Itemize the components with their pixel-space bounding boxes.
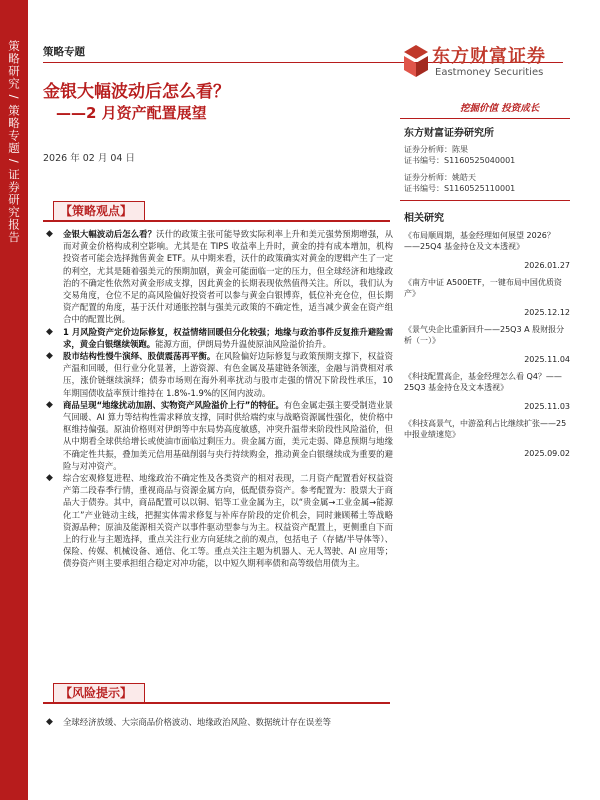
- related-title[interactable]: 《科技高景气，中游盈利占比继续扩张——25 中报业绩速览》: [404, 419, 567, 439]
- brand-name-cn: 东方财富证券: [432, 46, 546, 67]
- analyst-name: 证券分析师：陈果: [404, 145, 468, 154]
- related-title[interactable]: 《科技配置高企，基金经理怎么看 Q4？——25Q3 基金持仓及文本透视》: [404, 372, 562, 392]
- bullet-lead: 1 月风险资产定价边际修复，权益情绪回暖但分化较强；地缘与政治事件反复推升避险需求，黄金白银继续领跑。: [63, 326, 393, 349]
- bullet-icon: ◆: [46, 326, 53, 337]
- analyst-cert: 证书编号：S1160525040001: [404, 156, 516, 165]
- strategy-list: [43, 228, 393, 570]
- bullet-text: 沃什的政策主张可能导致实际利率上升和美元强势预期增强，从而对黄金价格构成利空影响。尤其是在 TIPS 收益率上升时，黄金的持有成本增加，机构投资者可能会选择抛售黄金 ETF。从中期来看，沃什的政策确实对黄金的逻辑产生了一定的利空，尤其是随着强美元的预期加剧，黄金可能面临一定的压力，但全球经济和地缘政治的不确定性依然对黄金形成支撑，因此黄金的长期表现依然值得关注。所以，我们认为交易角度，仓位不足的高风险偏好投资者可以参与黄金白银博弈，低位补充仓位，但长期资产配置的角度，基于沃什对通胀控制与强美元政策的不确定性，适当减少黄金在资产组合中的配置比例。: [63, 229, 394, 325]
- bullet-icon: ◆: [46, 717, 53, 727]
- bullet-text: 综合宏观修复进程、地缘政治不确定性及各类资产的相对表现，二月资产配置看好权益资产第二段春季行情，重视商品与资源金属方向，低配债券资产。参考配置为：股票大于商品大于债券。其中，商品配置可以以铜、铝等工业金属为主，以“贵金属→工业金属→能源化工”产业链动主线，把握实体需求修复与补库存阶段的定价机会，同时兼顾稀土等战略资源品种；原油及能源相关资产以事件驱动型参与为主。权益资产配置上，更侧重自下而上的行业与主题选择，重点关注行业方向延续之前的观点，包括电子（存储/半导体等）、保险、传媒、机械设备、通信、化工等。重点关注主题为机器人、无人驾驶、AI 应用等；债券资产则主要承担组合稳定对冲功能，以中短久期利率债和高等级信用债为主。: [63, 473, 393, 569]
- info-divider-mid: [400, 200, 570, 201]
- related-date: 2025.09.02: [524, 449, 570, 458]
- related-heading: 相关研究: [404, 213, 444, 224]
- related-title[interactable]: 《南方中证 A500ETF，一键布局中国优质资产》: [404, 278, 562, 298]
- brand-logo: [402, 42, 567, 90]
- list-item: [43, 472, 393, 570]
- report-subtitle: ——2 月资产配置展望: [56, 104, 207, 122]
- institute-heading: 东方财富证券研究所: [404, 128, 494, 139]
- report-title: 金银大幅波动后怎么看？: [43, 82, 230, 102]
- bullet-icon: ◆: [46, 473, 53, 484]
- bullet-text: 在风险偏好边际修复与政策预期支撑下，权益资产温和回暖，但行业分化显著，上游资源、有色金属及基建链条领涨，金融与消费相对承压，涨价链继续演绎；债券市场则在海外利率扰动与股市走强的情况下阶段性承压，10 年期国债收益率预计维持在 1.8%-1.9%的区间内波动。: [63, 351, 394, 398]
- list-item: [43, 350, 393, 399]
- related-date: 2025.11.03: [524, 402, 570, 411]
- sidebar-band: [0, 0, 28, 800]
- risk-heading: 【风险提示】: [53, 683, 145, 703]
- brand-name-en: Eastmoney Securities: [435, 67, 544, 78]
- bullet-lead: 金银大幅波动后怎么看？: [63, 229, 157, 239]
- related-item[interactable]: [404, 230, 570, 271]
- list-item: [43, 228, 393, 326]
- report-date: 2026 年 02 月 04 日: [43, 153, 135, 164]
- brand-mark-icon: [402, 44, 430, 78]
- analyst-cert: 证书编号：S1160525110001: [404, 184, 516, 193]
- related-item[interactable]: [404, 277, 570, 318]
- sidebar-label: 策略研究 / 策略专题 / 证券研究报告: [7, 40, 21, 244]
- info-divider-top: [400, 118, 570, 119]
- related-item[interactable]: [404, 371, 570, 412]
- bullet-lead: 股市结构性慢牛演绎、股债震荡再平衡。: [63, 351, 216, 362]
- related-item[interactable]: [404, 418, 570, 459]
- analyst-name: 证券分析师：姚皓天: [404, 173, 476, 182]
- related-title[interactable]: 《景气央企比重新回升——25Q3 A 股财报分析（一）》: [404, 325, 565, 345]
- brand-slogan: 挖掘价值 投资成长: [460, 103, 540, 114]
- related-title[interactable]: 《布局顺周期，基金经理如何展望 2026？——25Q4 基金持仓及文本透视》: [404, 231, 555, 251]
- bullet-text: 能源方面，伊朗局势升温使原油风险溢价抬升。: [155, 338, 331, 349]
- bullet-text: 全球经济放缓、大宗商品价格波动、地缘政治风险、数据统计存在误差等: [63, 717, 331, 727]
- bullet-icon: ◆: [46, 229, 53, 239]
- bullet-text: 有色金属走强主要受制造业景气回暖、AI 算力等结构性需求释放支撑，同时供给端约束与战略资源属性强化，使价格中枢维持偏强。原油价格则对伊朗等中东局势高度敏感，冲突升温带来阶段性风险溢价，但从中期看全球供给增长或使油市面临过剩压力。贵金属方面，美元走弱、降息预期与地缘不确定性共振，叠加美元信用基础削弱与央行持续购金，推动黄金白银继续成为重要的避险与对冲资产。: [63, 399, 393, 471]
- list-item: [43, 716, 393, 728]
- list-item: [43, 399, 393, 472]
- related-date: 2026.01.27: [524, 261, 570, 270]
- strategy-heading: 【策略观点】: [53, 201, 145, 221]
- related-date: 2025.12.12: [524, 308, 570, 317]
- bullet-lead: 商品呈现“地缘扰动加剧、实物资产风险溢价上行”的特征。: [63, 399, 284, 410]
- list-item: [43, 326, 393, 350]
- risk-divider: [43, 702, 390, 704]
- report-tag: 策略专题: [43, 46, 85, 58]
- related-date: 2025.11.04: [524, 355, 570, 364]
- bullet-icon: ◆: [46, 399, 53, 410]
- risk-list: [43, 716, 393, 728]
- related-item[interactable]: [404, 324, 570, 365]
- info-column: [400, 118, 570, 465]
- strategy-divider: [43, 220, 390, 222]
- bullet-icon: ◆: [46, 351, 53, 362]
